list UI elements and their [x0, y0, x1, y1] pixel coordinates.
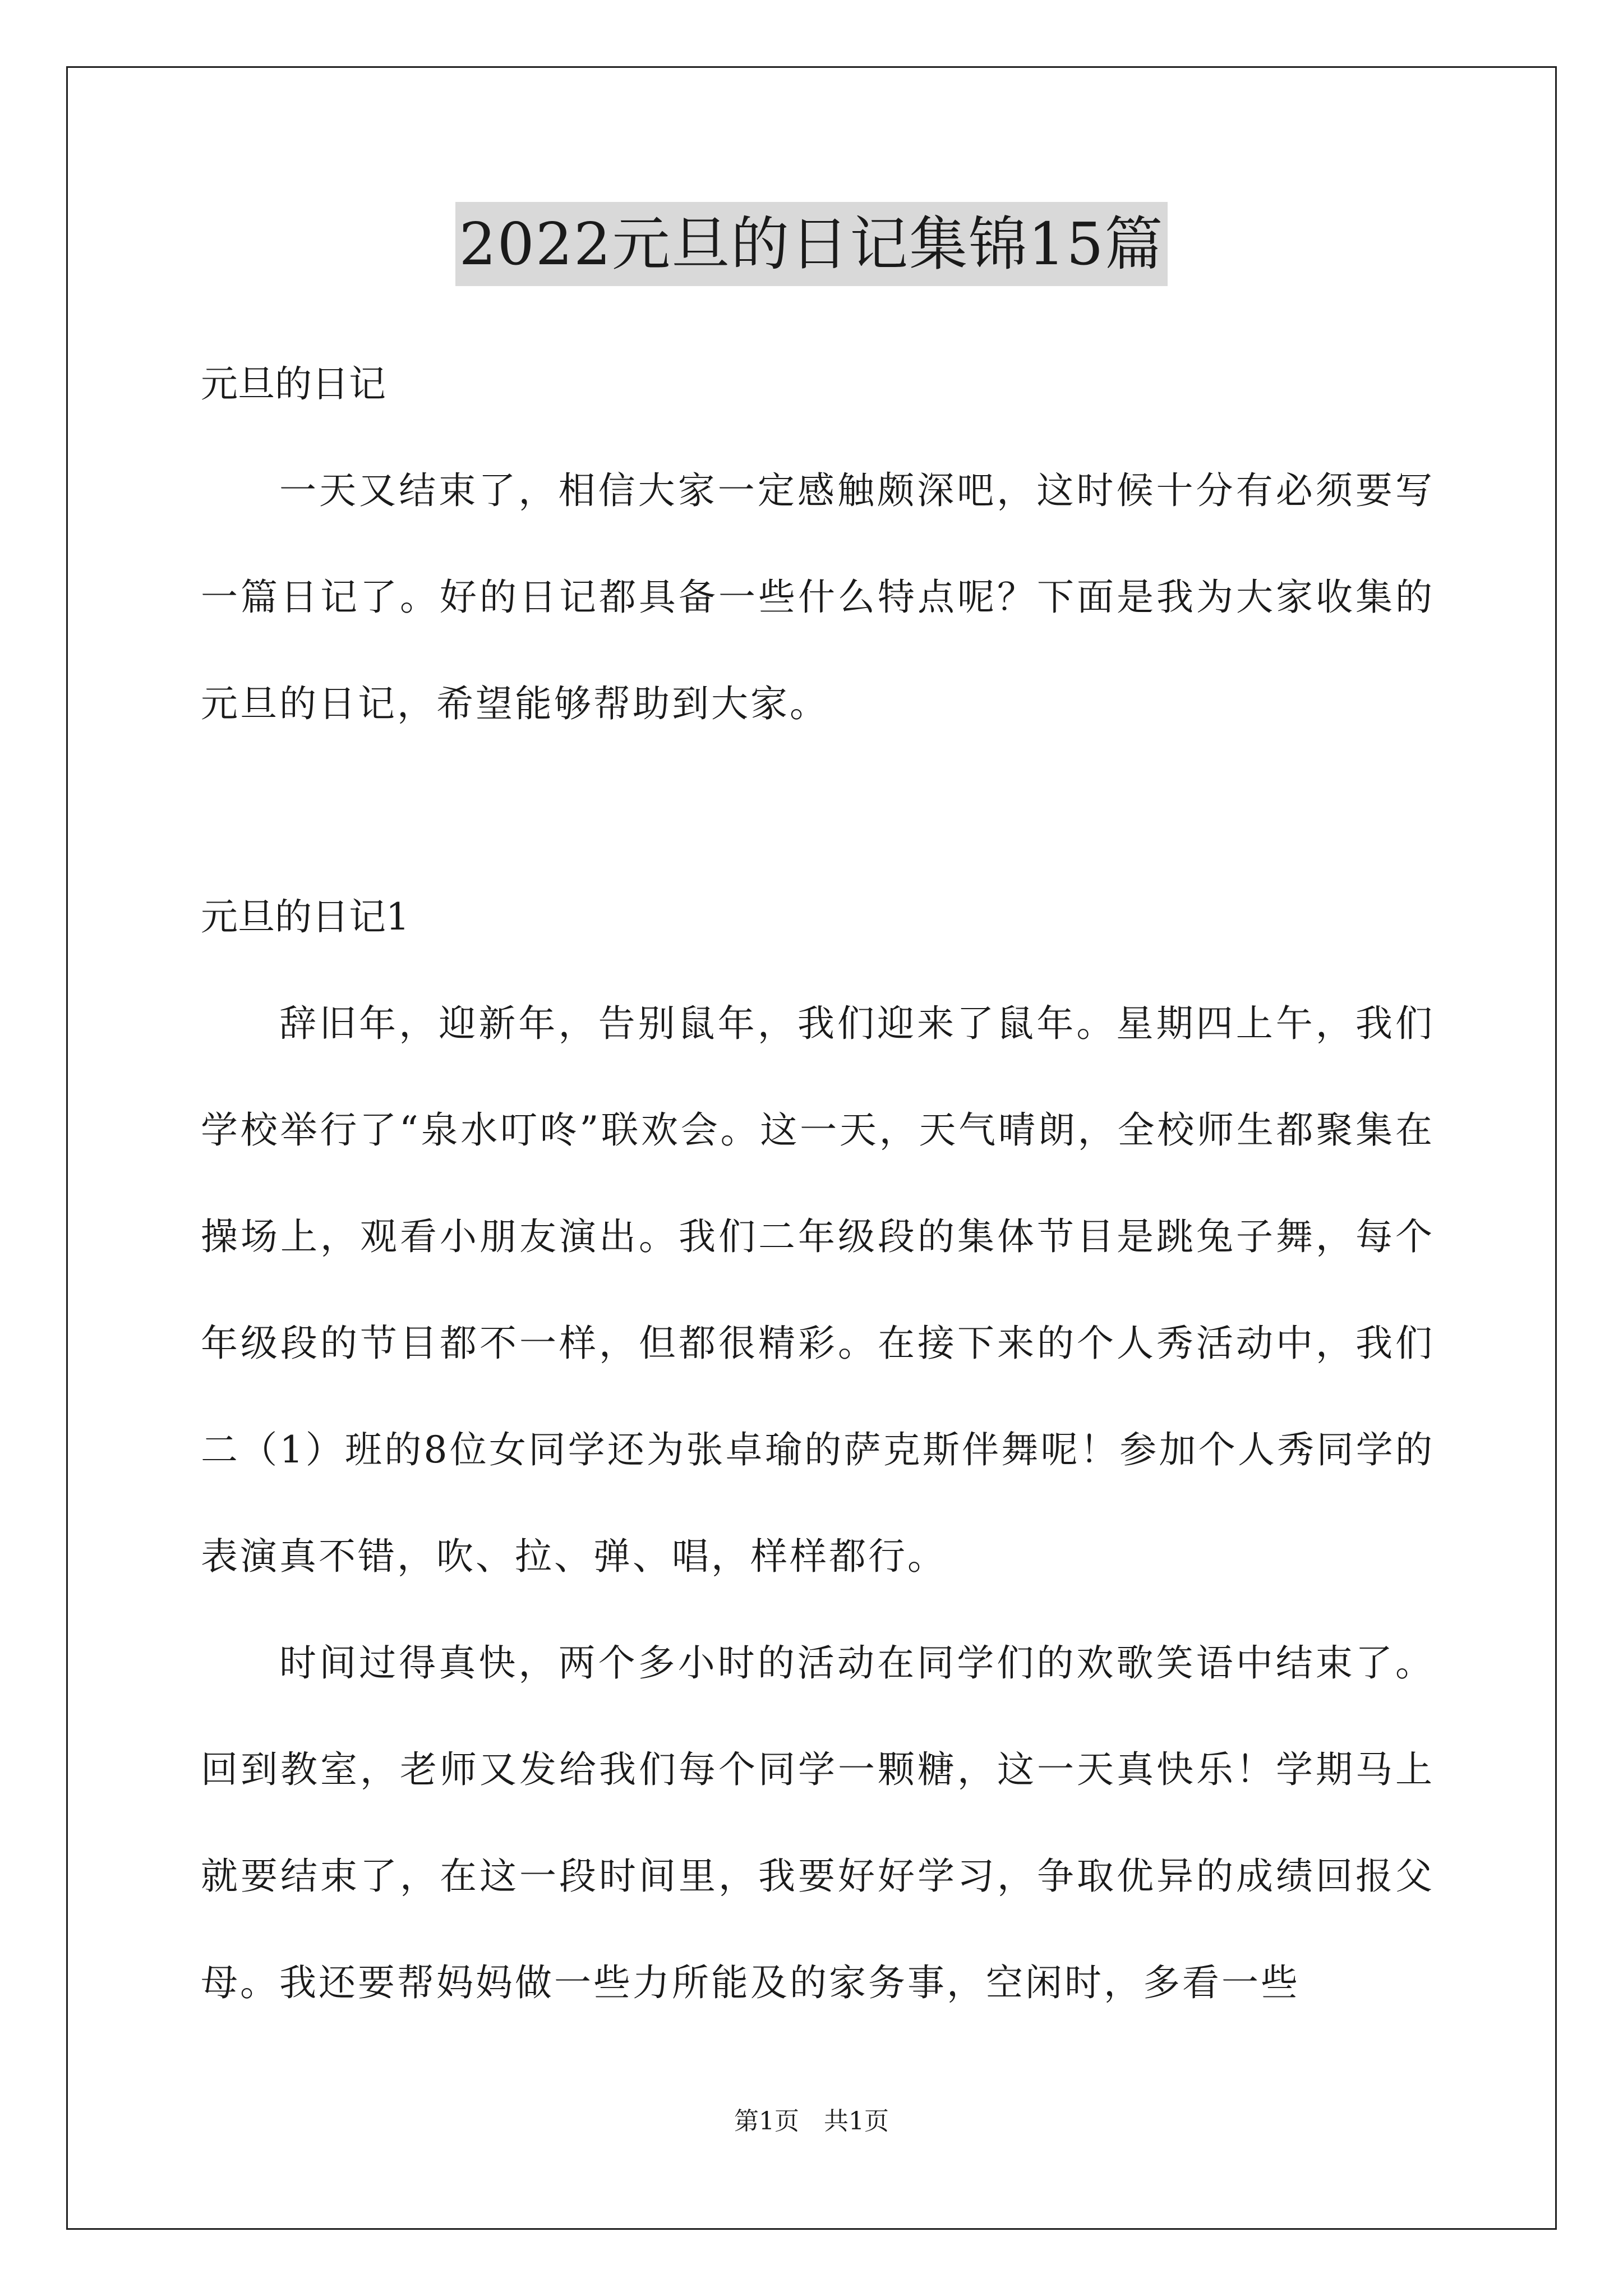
section-spacer — [201, 757, 1435, 864]
title-container — [0, 202, 1623, 286]
paragraph: 时间过得真快，两个多小时的活动在同学们的欢歌笑语中结束了。回到教室，老师又发给我们每个同学一颗糖，这一天真快乐！学期马上就要结束了，在这一段时间里，我要好好学习，争取优异的成绩回报父母。我还要帮妈妈做一些力所能及的家务事，空闲时，多看一些 — [201, 1641, 1435, 2004]
page-number: 第1页 — [734, 2107, 799, 2136]
paragraph: 一天又结束了，相信大家一定感触颇深吧，这时候十分有必须要写一篇日记了。好的日记都具备一些什么特点呢？下面是我为大家收集的元旦的日记，希望能够帮助到大家。 — [201, 469, 1435, 725]
document-body — [201, 331, 1435, 2036]
page-total: 共1页 — [824, 2107, 889, 2136]
section-heading: 元旦的日记1 — [201, 895, 409, 938]
document-title: 2022元旦的日记集锦15篇 — [455, 202, 1167, 286]
section-heading: 元旦的日记 — [201, 362, 386, 406]
paragraph: 辞旧年，迎新年，告别鼠年，我们迎来了鼠年。星期四上午，我们学校举行了“泉水叮咚”联欢会。这一天，天气晴朗，全校师生都聚集在操场上，观看小朋友演出。我们二年级段的集体节目是跳兔子舞，每个年级段的节目都不一样，但都很精彩。在接下来的个人秀活动中，我们二（1）班的8位女同学还为张卓瑜的萨克斯伴舞呢！参加个人秀同学的表演真不错，吹、拉、弹、唱，样样都行。 — [201, 1002, 1435, 1578]
page-footer — [0, 2105, 1623, 2138]
